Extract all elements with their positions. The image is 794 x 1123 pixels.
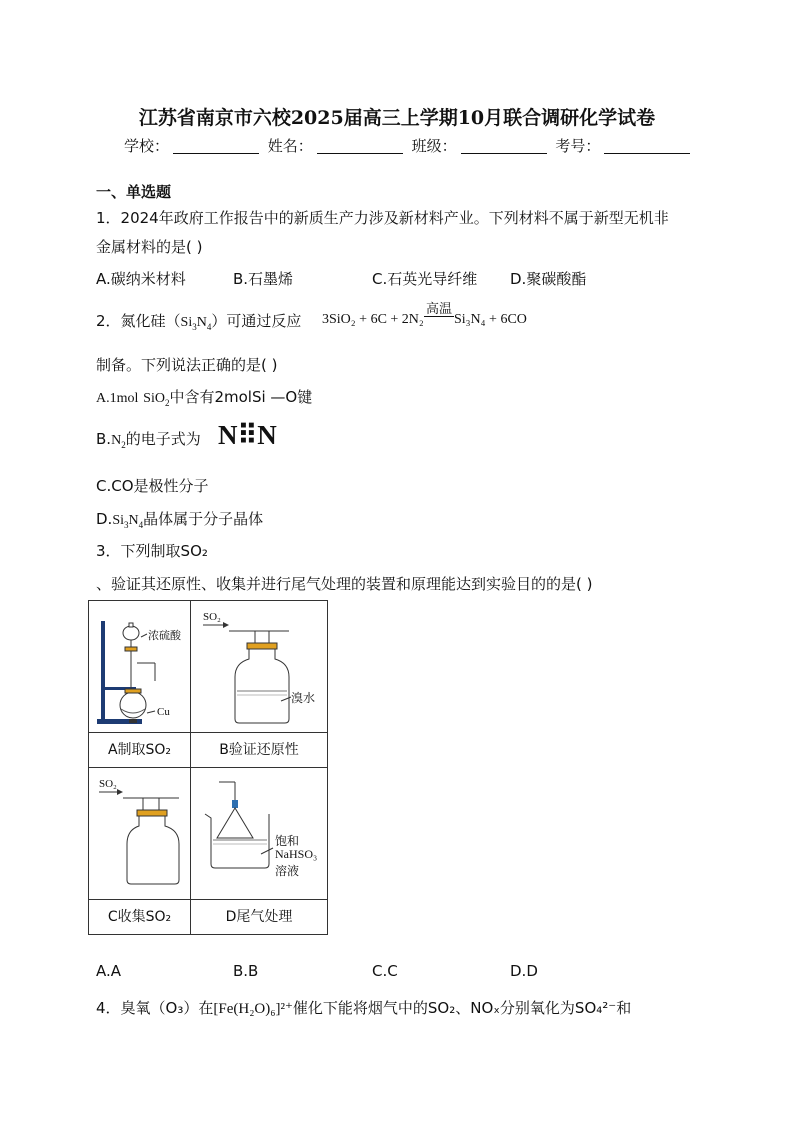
class-label: 班级： [411,137,457,155]
apparatus-c-cell [89,768,191,900]
q1-option-b[interactable]: B.石墨烯 [233,270,294,288]
caption-c: C收集SO₂ [89,900,191,935]
reaction-left: 3SiO₂ + 6C + 2N₂ [322,312,424,327]
name-label: 姓名： [267,137,313,155]
so2-label-c: SO₂ [99,778,117,790]
q3-option-d[interactable]: D.D [510,962,538,980]
q2-option-b[interactable]: $B.N_2$的电子式为 [96,430,201,450]
school-field[interactable] [173,139,259,154]
name-field[interactable] [317,139,403,154]
q3-option-c[interactable]: C.C [372,962,398,980]
caption-b: B验证还原性 [191,733,328,768]
q1-option-d[interactable]: D.聚碳酸酯 [510,270,587,288]
school-label: 学校： [124,137,170,155]
q2-mid: ）可通过反应 [211,312,302,330]
apparatus-a-cell [89,601,191,733]
q1-option-c[interactable]: C.石英光导纤维 [372,270,478,288]
q2-option-a[interactable]: A.1mol SiO$_2$中含有2molSi —O键 [96,388,313,408]
n2-formula: $N_2$ [111,433,126,450]
sio2-formula: SiO$_2$ [143,391,170,408]
q2-option-c[interactable]: C.CO是极性分子 [96,477,209,495]
apparatus-d-cell [191,768,328,900]
q1-stem-line2: 金属材料的是( ) [96,238,203,256]
reaction-right: Si₃N₄ + 6CO [454,312,527,327]
so2-label-b: SO₂ [203,611,221,623]
si3n4-formula: $Si_3N_4$ [180,315,212,332]
q3-option-a[interactable]: A.A [96,962,122,980]
q3-stem-line1: 3．下列制取SO₂ [96,542,208,560]
class-field[interactable] [461,139,547,154]
q1-option-a[interactable]: A.碳纳米材料 [96,270,186,288]
q2-prefix: 2．氮化硅（ [96,312,181,330]
caption-a: A制取SO₂ [89,733,191,768]
q2-option-d[interactable]: $D.Si_3N_4$晶体属于分子晶体 [96,510,264,530]
q3-option-b[interactable]: B.B [233,962,259,980]
saturated-label-2: NaHSO₃ [275,847,318,861]
n2-electron-formula: N⠿N [218,420,277,450]
caption-d: D尾气处理 [191,900,328,935]
q3-stem-line2: 、验证其还原性、收集并进行尾气处理的装置和原理能达到实验目的的是( ) [96,575,593,593]
apparatus-d-drawing [191,768,327,899]
apparatus-a-drawing [89,601,190,732]
number-label: 考号： [555,137,601,155]
page-title: 江苏省南京市六校2025届高三上学期10月联合调研化学试卷 [138,107,656,129]
bromine-water-label: 溴水 [291,691,316,705]
si3n4-formula-d: $Si_3N_4$ [112,513,144,530]
q4-stem-line1: 4．臭氧（O₃）在[Fe(H₂O)₆]²⁺催化下能将烟气中的SO₂、NOₓ分别氧化为SO₄²⁻和 [96,999,632,1017]
q2-stem-line1 [96,310,301,332]
conc-acid-label: 浓硫酸 [148,630,181,642]
reaction-arrow [424,316,454,317]
q1-stem-line1: 1．2024年政府工作报告中的新质生产力涉及新材料产业。下列材料不属于新型无机非 [96,209,669,227]
saturated-label-3: 溶液 [275,864,300,878]
section-heading: 一、单选题 [96,183,172,201]
reaction-condition: 高温 [425,302,452,317]
cu-label: Cu [157,706,170,718]
apparatus-b-cell [191,601,328,733]
apparatus-table [88,600,328,935]
fe-complex: [Fe(H₂O)₆]²⁺ [213,1001,293,1017]
student-info-row [124,135,694,156]
number-field[interactable] [604,139,690,154]
q2-stem-line2: 制备。下列说法正确的是( ) [96,356,278,374]
saturated-label-1: 饱和 [275,834,300,848]
